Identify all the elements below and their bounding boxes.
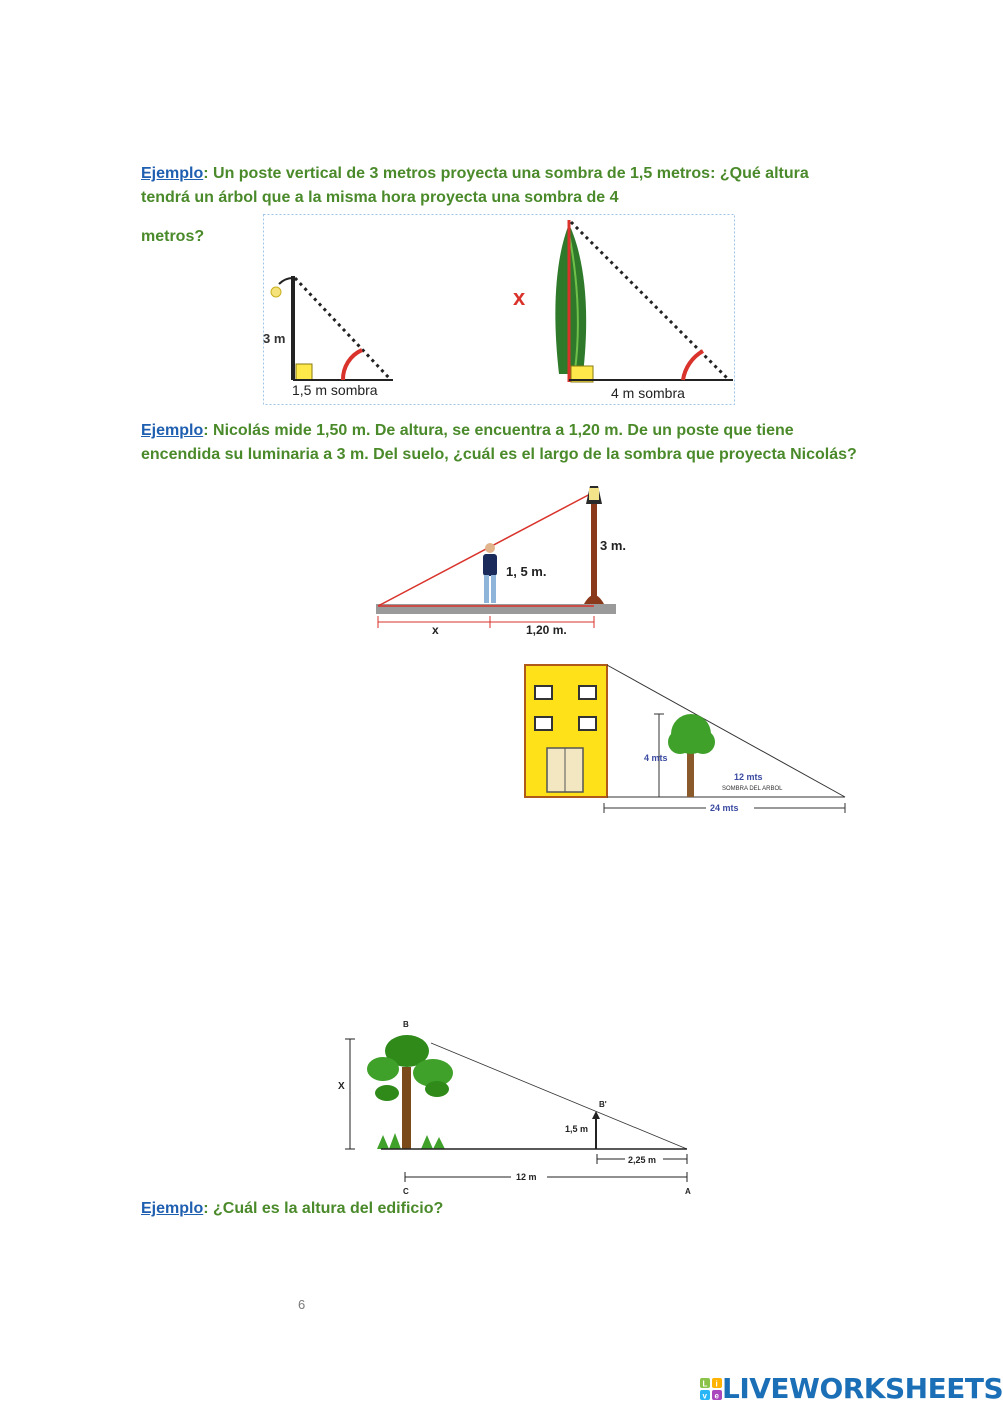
page-number: 6: [298, 1297, 306, 1312]
example2-line1: Ejemplo: Nicolás mide 1,50 m. De altura, se encuentra a 1,20 m. De un poste que tiene: [141, 422, 794, 439]
window: [579, 686, 596, 699]
building-shadow-ray: [607, 665, 845, 797]
total-label: 12 m: [516, 1172, 537, 1182]
logo-badge-icon: [700, 1378, 722, 1400]
liveworksheets-logo: [700, 1372, 1003, 1405]
pole-shadow-label: 1,5 m sombra: [292, 382, 378, 398]
brand-wordmark: LIVEWORKSHEETS: [722, 1372, 1003, 1405]
street-lamp-icon: [271, 276, 293, 380]
figure-pole-tree: [263, 214, 735, 405]
example2-line2: encendida su luminaria a 3 m. Del suelo, ¿cuál es el largo de la sombra que proyecta Nicolás?: [141, 446, 857, 463]
unknown-x-label: x: [513, 285, 526, 310]
svg-text:e: e: [714, 1391, 719, 1400]
pole-height-label: 3 m: [263, 331, 286, 346]
window: [579, 717, 596, 730]
svg-text:L: L: [702, 1379, 708, 1388]
tree-shadow-caption: SOMBRA DEL ARBOL: [722, 786, 783, 792]
tree-height-label: 4 mts: [644, 753, 668, 763]
tree-angle-arc: [683, 351, 703, 380]
example2-label: Ejemplo: [141, 422, 204, 439]
shadow-x-label: x: [432, 623, 439, 637]
example1-line1: Ejemplo: Un poste vertical de 3 metros proyecta una sombra de 1,5 metros: ¿Qué altura: [141, 165, 809, 182]
figure-tree-points: [335, 1017, 695, 1199]
angle-arc: [343, 350, 362, 380]
example3-question: Ejemplo: ¿Cuál es la altura del edificio?: [141, 1200, 444, 1217]
tree-shadow-label: 12 mts: [734, 772, 763, 782]
figure-building-tree: [520, 662, 850, 818]
small-height-label: 1,5 m: [565, 1124, 589, 1134]
small-shadow-label: 2,25 m: [628, 1155, 657, 1165]
point-c-label: C: [403, 1187, 409, 1196]
figure-border: [264, 215, 735, 405]
example2-question: [141, 419, 901, 467]
cypress-tree-icon: [555, 220, 586, 382]
svg-text:i: i: [715, 1379, 718, 1388]
point-b-prime-label: B': [599, 1100, 607, 1109]
right-angle-marker: [296, 364, 312, 380]
example1-line2: tendrá un árbol que a la misma hora proyecta una sombra de 4: [141, 189, 619, 206]
point-a-label: A: [685, 1187, 691, 1196]
person-height-label: 1, 5 m.: [506, 564, 547, 579]
svg-text:v: v: [702, 1391, 707, 1400]
height-x-label: X: [338, 1081, 345, 1092]
tree-shadow-label: 4 m sombra: [611, 385, 685, 401]
window: [535, 686, 552, 699]
example1-label: Ejemplo: [141, 165, 204, 182]
tree-icon: [367, 1035, 453, 1149]
figure-person-lamp: [372, 474, 627, 644]
tree-light-ray: [571, 222, 729, 380]
point-b-label: B: [403, 1020, 409, 1029]
building-shadow-label: 24 mts: [710, 803, 739, 813]
example1-line3: metros?: [141, 228, 205, 245]
distance-label: 1,20 m.: [526, 623, 567, 637]
window: [535, 717, 552, 730]
example3-label: Ejemplo: [141, 1200, 204, 1217]
tree-icon: [668, 714, 715, 797]
example1-question: [141, 162, 861, 210]
person-icon: [483, 543, 497, 603]
lamp-height-label: 3 m.: [600, 538, 627, 553]
shadow-ray: [431, 1043, 687, 1149]
